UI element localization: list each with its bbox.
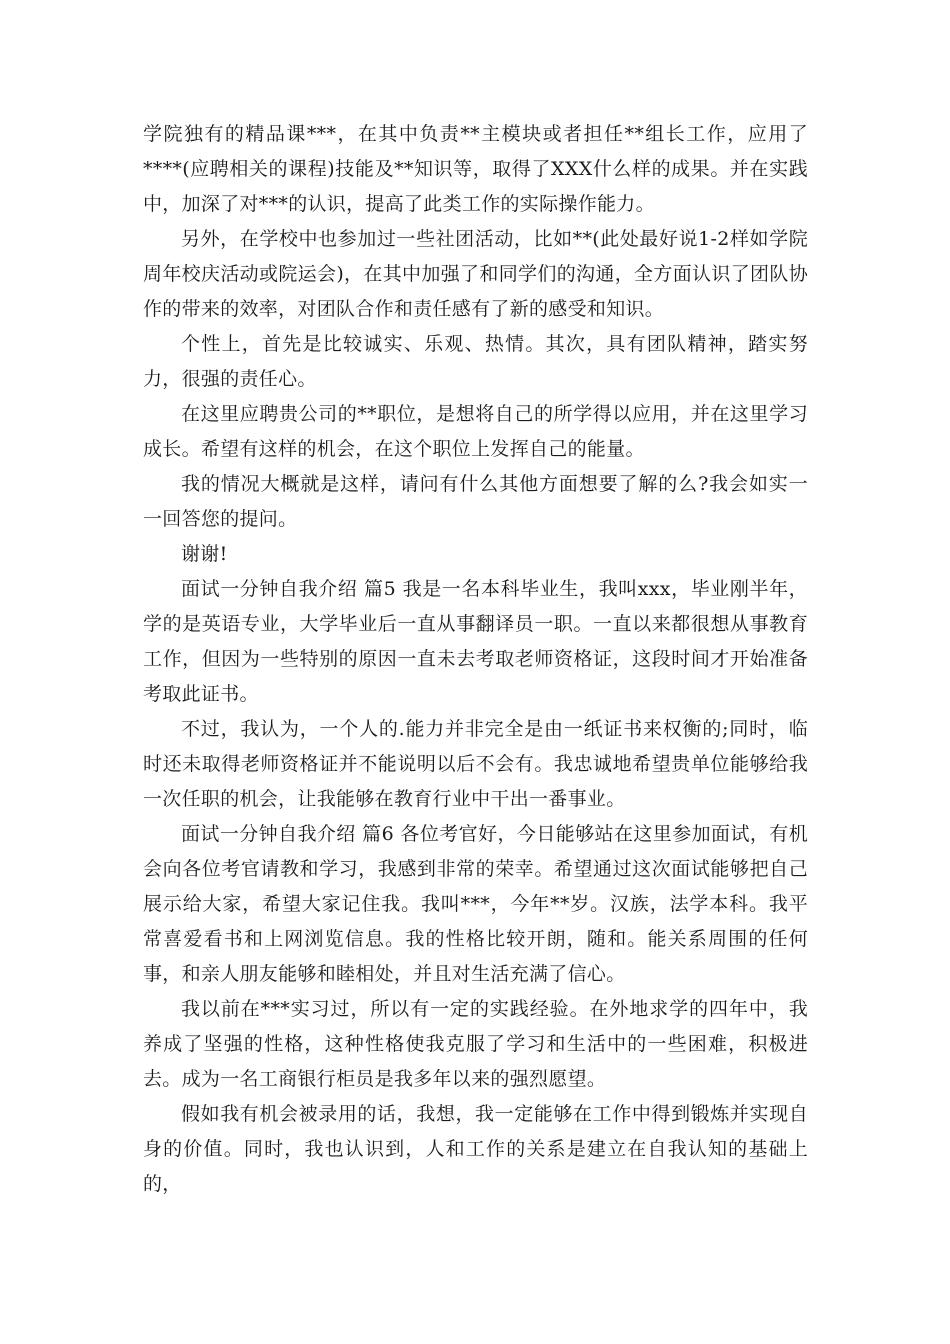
paragraph-8: 不过，我认为，一个人的.能力并非完全是由一纸证书来权衡的;同时，临时还未取得老师资格证并不能说明以后不会有。我忠诚地希望贵单位能够给我一次任职的机会，让我能够在教育行业中干出一番事业。 xyxy=(143,718,808,810)
paragraph-10: 我以前在***实习过，所以有一定的实践经验。在外地求学的四年中，我养成了坚强的性格，这种性格使我克服了学习和生活中的一些困难，积极进去。成为一名工商银行柜员是我多年以来的强烈愿望。 xyxy=(143,998,808,1090)
document-body xyxy=(143,117,808,1202)
paragraph-7: 面试一分钟自我介绍 篇5 我是一名本科毕业生，我叫xxx，毕业刚半年，学的是英语专业，大学毕业后一直从事翻译员一职。一直以来都很想从事教育工作，但因为一些特别的原因一直未去考取老师资格证，这段时间才开始准备考取此证书。 xyxy=(143,578,808,705)
paragraph-9: 面试一分钟自我介绍 篇6 各位考官好，今日能够站在这里参加面试，有机会向各位考官请教和学习，我感到非常的荣幸。希望通过这次面试能够把自己展示给大家，希望大家记住我。我叫***，今年**岁。汉族，法学本科。我平常喜爱看书和上网浏览信息。我的性格比较开朗，随和。能关系周围的任何事，和亲人朋友能够和睦相处，并且对生活充满了信心。 xyxy=(143,823,808,985)
paragraph-4: 在这里应聘贵公司的**职位，是想将自己的所学得以应用，并在这里学习成长。希望有这样的机会，在这个职位上发挥自己的能量。 xyxy=(143,403,808,460)
paragraph-3: 个性上，首先是比较诚实、乐观、热情。其次，具有团队精神，踏实努力，很强的责任心。 xyxy=(143,333,808,390)
paragraph-11: 假如我有机会被录用的话，我想，我一定能够在工作中得到锻炼并实现自身的价值。同时，我也认识到，人和工作的关系是建立在自我认知的基础上的， xyxy=(143,1103,808,1195)
paragraph-5: 我的情况大概就是这样，请问有什么其他方面想要了解的么?我会如实一一回答您的提问。 xyxy=(143,473,808,530)
paragraph-1: 学院独有的精品课***，在其中负责**主模块或者担任**组长工作，应用了****(应聘相关的课程)技能及**知识等，取得了XXX什么样的成果。并在实践中，加深了对***的认识，提高了此类工作的实际操作能力。 xyxy=(143,123,808,215)
paragraph-2: 另外，在学校中也参加过一些社团活动，比如**(此处最好说1-2样如学院周年校庆活动或院运会)，在其中加强了和同学们的沟通，全方面认识了团队协作的带来的效率，对团队合作和责任感有了新的感受和知识。 xyxy=(143,228,808,320)
paragraph-6: 谢谢! xyxy=(181,543,228,565)
